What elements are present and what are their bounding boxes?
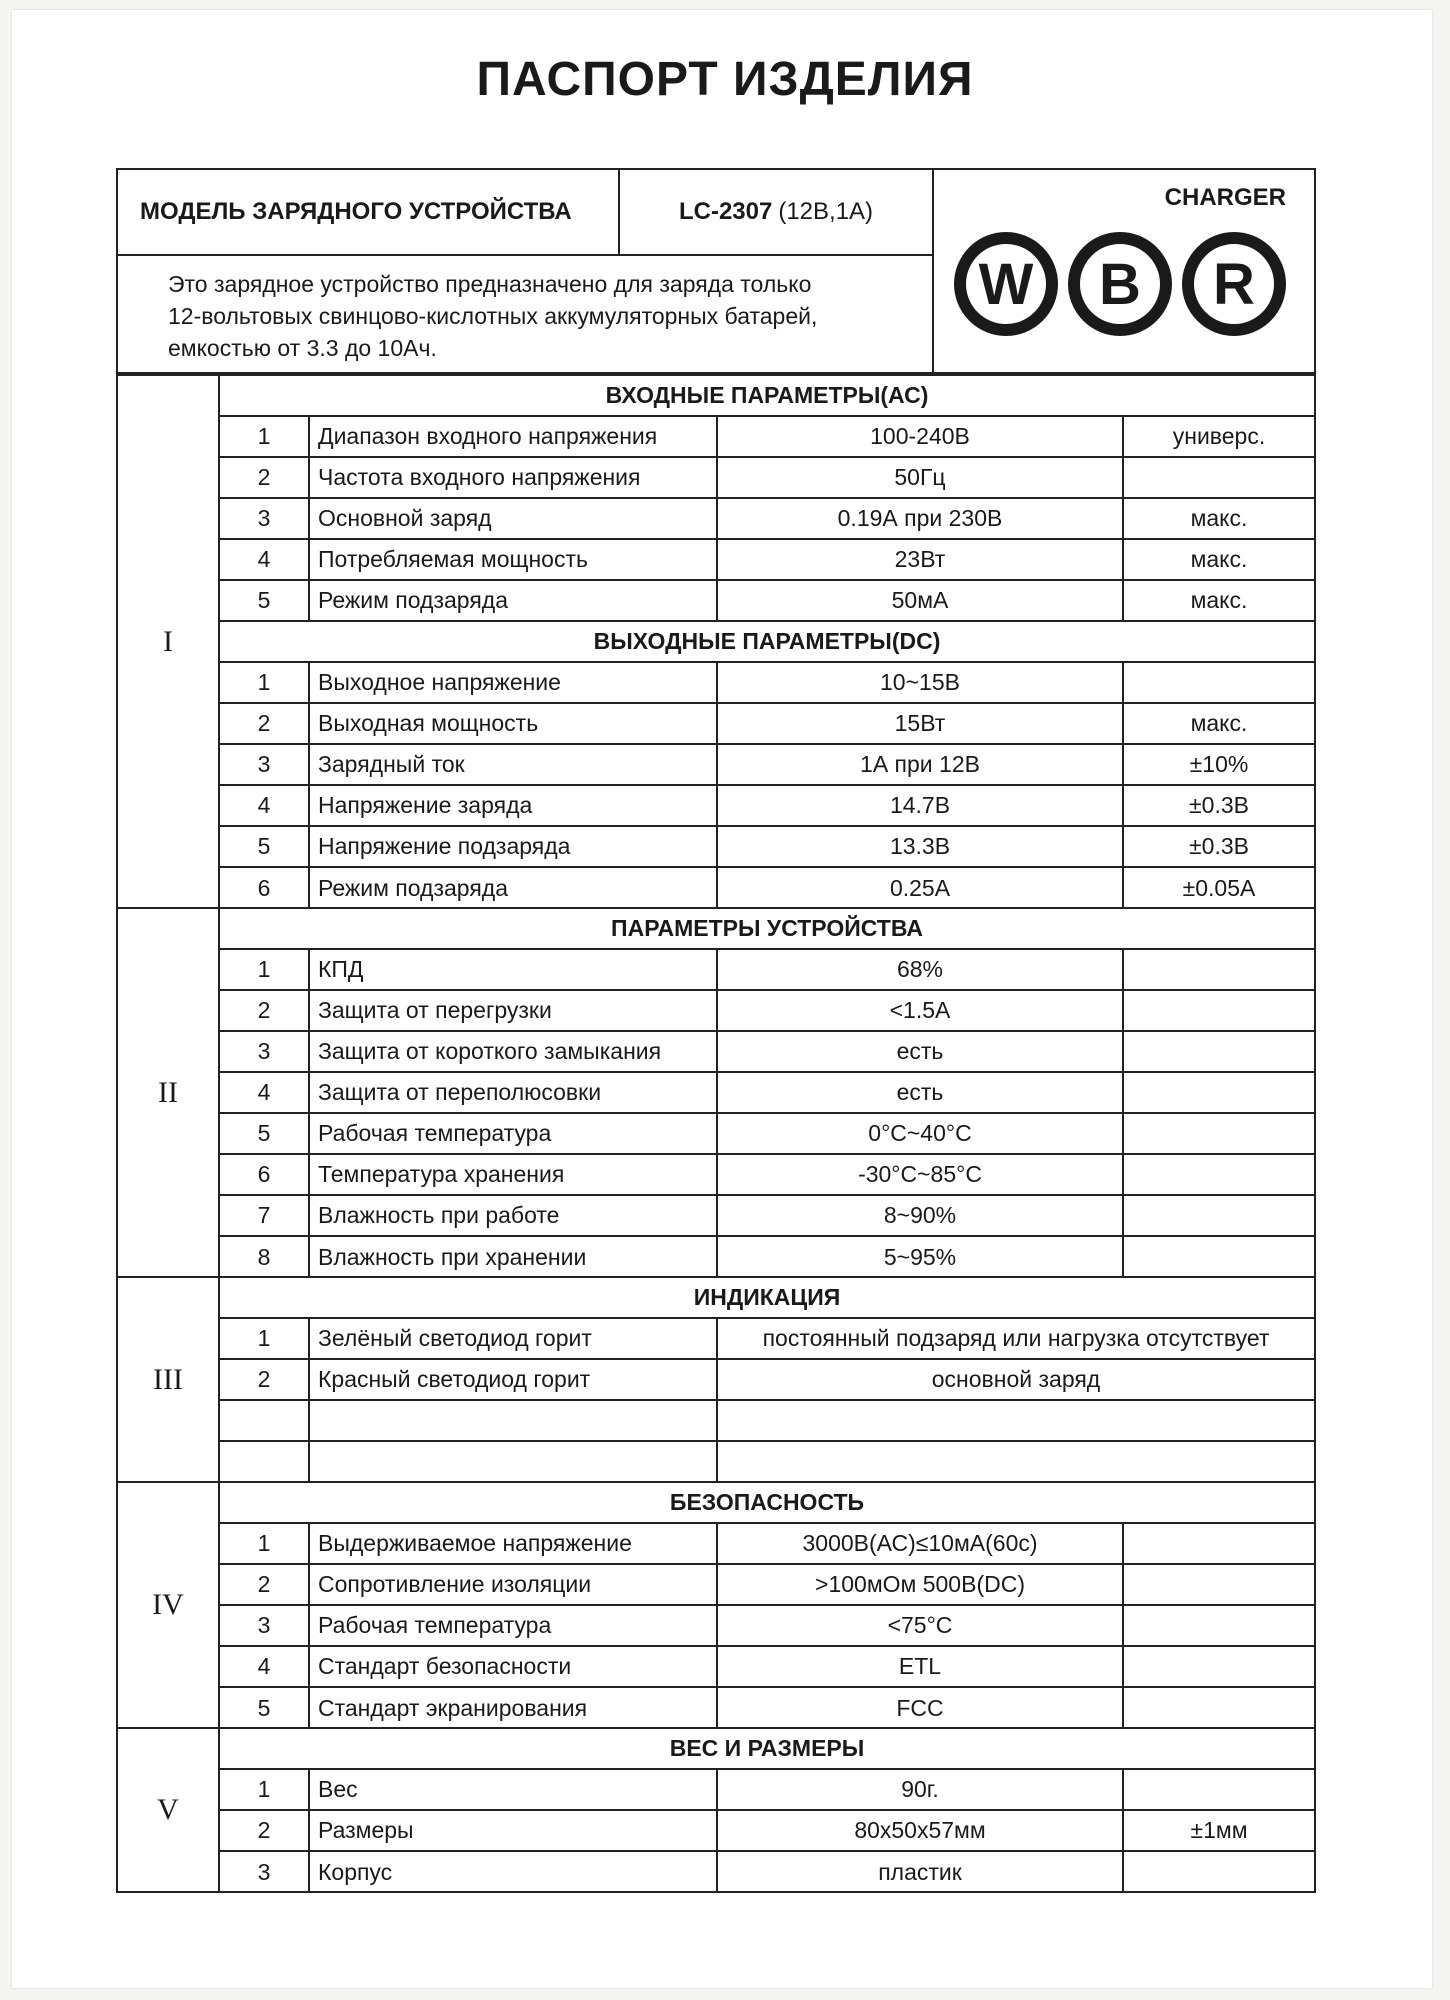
parameter-value xyxy=(718,1442,1314,1483)
row-number: 4 xyxy=(220,1647,310,1686)
model-label: МОДЕЛЬ ЗАРЯДНОГО УСТРОЙСТВА xyxy=(118,170,620,256)
parameter-note xyxy=(1124,991,1314,1030)
table-row xyxy=(220,1442,1314,1483)
parameter-note xyxy=(1124,1565,1314,1604)
parameter-note xyxy=(1124,1114,1314,1153)
parameter-name: Влажность при хранении xyxy=(310,1237,718,1278)
parameter-note xyxy=(1124,1852,1314,1893)
parameter-name xyxy=(310,1442,718,1483)
parameter-value: <75°С xyxy=(718,1606,1124,1645)
parameter-value: основной заряд xyxy=(931,1366,1101,1392)
parameter-value: 3000В(АС)≤10мА(60с) xyxy=(718,1524,1124,1563)
table-row xyxy=(220,1401,1314,1442)
parameter-value: 68% xyxy=(718,950,1124,989)
parameter-note xyxy=(1124,1524,1314,1563)
model-code: LC-2307 xyxy=(678,198,773,225)
parameter-value: 90г. xyxy=(718,1770,1124,1809)
parameter-name: Стандарт безопасности xyxy=(310,1647,718,1686)
section-rows xyxy=(220,1729,1314,1893)
table-row xyxy=(220,1237,1314,1278)
parameter-note xyxy=(1124,458,1314,497)
row-number: 6 xyxy=(220,1155,310,1194)
section-rows xyxy=(220,1278,1314,1483)
parameter-name xyxy=(310,1401,718,1440)
parameter-value: 14.7В xyxy=(718,786,1124,825)
parameter-value: 15Вт xyxy=(718,704,1124,743)
parameter-value: 0°С~40°С xyxy=(718,1114,1124,1153)
row-number: 2 xyxy=(220,991,310,1030)
row-number: 7 xyxy=(220,1196,310,1235)
section-rows xyxy=(220,1483,1314,1729)
row-number: 2 xyxy=(220,1565,310,1604)
row-number: 3 xyxy=(220,499,310,538)
table-row xyxy=(220,704,1314,745)
table-row xyxy=(220,1852,1314,1893)
table-row xyxy=(220,499,1314,540)
row-number: 3 xyxy=(220,1852,310,1893)
parameter-name: Красный светодиод горит xyxy=(310,1360,718,1399)
parameter-note xyxy=(1124,1196,1314,1235)
section-i xyxy=(118,374,1314,907)
parameter-note xyxy=(1124,1155,1314,1194)
parameter-value: постоянный подзаряд или нагрузка отсутствует xyxy=(762,1325,1270,1351)
parameter-name: Основной заряд xyxy=(310,499,718,538)
parameter-note xyxy=(1124,1237,1314,1278)
parameter-note: универс. xyxy=(1172,423,1266,449)
table-row xyxy=(220,745,1314,786)
parameter-value: 0.19А при 230В xyxy=(718,499,1124,538)
section-roman-numeral: V xyxy=(118,1729,220,1891)
parameter-name: Температура хранения xyxy=(310,1155,718,1194)
parameter-name: Напряжение заряда xyxy=(310,786,718,825)
row-number: 3 xyxy=(220,1606,310,1645)
group-title: ВЕС И РАЗМЕРЫ xyxy=(220,1729,1314,1770)
row-number: 8 xyxy=(220,1237,310,1278)
wbr-logo xyxy=(934,170,1314,372)
row-number xyxy=(220,1442,310,1483)
parameter-note: макс. xyxy=(1190,505,1248,531)
row-number: 2 xyxy=(220,458,310,497)
section-iii xyxy=(118,1276,1314,1481)
table-row xyxy=(220,1811,1314,1852)
parameter-value: 50мА xyxy=(718,581,1124,620)
section-iv xyxy=(118,1481,1314,1727)
row-number: 4 xyxy=(220,786,310,825)
table-row xyxy=(220,1360,1314,1401)
row-number: 3 xyxy=(220,745,310,784)
row-number: 5 xyxy=(220,581,310,620)
table-row xyxy=(220,417,1314,458)
parameter-name: Частота входного напряжения xyxy=(310,458,718,497)
parameter-name: Выходное напряжение xyxy=(310,663,718,702)
section-roman-numeral: III xyxy=(118,1278,220,1481)
parameter-note xyxy=(1124,1032,1314,1071)
description-line: 12-вольтовых свинцово-кислотных аккумуляторных батарей, xyxy=(168,303,818,329)
row-number: 2 xyxy=(220,704,310,743)
parameter-name: Потребляемая мощность xyxy=(310,540,718,579)
logo-caption: CHARGER xyxy=(1164,184,1286,211)
parameter-name: Рабочая температура xyxy=(310,1114,718,1153)
section-roman-numeral: II xyxy=(118,909,220,1276)
table-row xyxy=(220,1155,1314,1196)
parameter-name: Защита от перегрузки xyxy=(310,991,718,1030)
row-number: 1 xyxy=(220,1524,310,1563)
section-v xyxy=(118,1727,1314,1891)
table-row xyxy=(220,1114,1314,1155)
row-number: 1 xyxy=(220,663,310,702)
parameter-note: макс. xyxy=(1190,546,1248,572)
parameter-note xyxy=(1124,950,1314,989)
parameter-name: Стандарт экранирования xyxy=(310,1688,718,1729)
parameter-note xyxy=(1124,663,1314,702)
parameter-value: ETL xyxy=(718,1647,1124,1686)
table-row xyxy=(220,1688,1314,1729)
group-title: ВХОДНЫЕ ПАРАМЕТРЫ(АС) xyxy=(220,376,1314,417)
row-number: 1 xyxy=(220,417,310,456)
table-row xyxy=(220,1647,1314,1688)
parameter-name: Напряжение подзаряда xyxy=(310,827,718,866)
parameter-name: КПД xyxy=(310,950,718,989)
parameter-note: ±0.3В xyxy=(1189,792,1249,818)
table-row xyxy=(220,1196,1314,1237)
table-row xyxy=(220,950,1314,991)
row-number: 1 xyxy=(220,950,310,989)
parameter-value: 80х50х57мм xyxy=(718,1811,1124,1850)
row-number: 5 xyxy=(220,1688,310,1729)
parameter-value: пластик xyxy=(718,1852,1124,1893)
parameter-value: 23Вт xyxy=(718,540,1124,579)
parameter-name: Вес xyxy=(310,1770,718,1809)
section-rows xyxy=(220,909,1314,1278)
parameter-value: 0.25А xyxy=(718,868,1124,909)
logo-letters xyxy=(954,232,1286,336)
group-title: ИНДИКАЦИЯ xyxy=(220,1278,1314,1319)
table-row xyxy=(220,786,1314,827)
parameter-value: -30°С~85°С xyxy=(718,1155,1124,1194)
row-number: 1 xyxy=(220,1319,310,1358)
parameter-value: FCC xyxy=(718,1688,1124,1729)
table-row xyxy=(220,663,1314,704)
table-row xyxy=(220,458,1314,499)
parameter-value: >100мОм 500В(DC) xyxy=(718,1565,1124,1604)
parameter-name: Защита от переполюсовки xyxy=(310,1073,718,1112)
parameter-value: 1А при 12В xyxy=(718,745,1124,784)
table-row xyxy=(220,1770,1314,1811)
parameter-note xyxy=(1124,1770,1314,1809)
group-title: БЕЗОПАСНОСТЬ xyxy=(220,1483,1314,1524)
row-number: 2 xyxy=(220,1360,310,1399)
parameter-value: 8~90% xyxy=(718,1196,1124,1235)
section-ii xyxy=(118,907,1314,1276)
logo-letter-r: R xyxy=(1182,232,1286,336)
parameter-name: Выдерживаемое напряжение xyxy=(310,1524,718,1563)
table-row xyxy=(220,1319,1314,1360)
table-row xyxy=(220,1032,1314,1073)
parameter-name: Влажность при работе xyxy=(310,1196,718,1235)
parameter-value: <1.5А xyxy=(718,991,1124,1030)
table-row xyxy=(220,1073,1314,1114)
row-number: 4 xyxy=(220,1073,310,1112)
table-row xyxy=(220,868,1314,909)
table-row xyxy=(220,540,1314,581)
table-row xyxy=(220,827,1314,868)
parameter-value: 100-240В xyxy=(718,417,1124,456)
section-roman-numeral: I xyxy=(118,376,220,907)
section-roman-numeral: IV xyxy=(118,1483,220,1727)
row-number: 3 xyxy=(220,1032,310,1071)
parameter-value: 50Гц xyxy=(718,458,1124,497)
model-spec: (12В,1А) xyxy=(778,198,874,225)
document-title: ПАСПОРТ ИЗДЕЛИЯ xyxy=(476,53,974,106)
parameter-name: Сопротивление изоляции xyxy=(310,1565,718,1604)
parameter-note: ±1мм xyxy=(1190,1817,1248,1843)
parameter-name: Размеры xyxy=(310,1811,718,1850)
row-number: 4 xyxy=(220,540,310,579)
parameter-note: макс. xyxy=(1190,710,1248,736)
parameter-value: 13.3В xyxy=(718,827,1124,866)
parameter-value: есть xyxy=(718,1073,1124,1112)
table-row xyxy=(220,991,1314,1032)
description-line: Это зарядное устройство предназначено для заряда только xyxy=(168,271,812,297)
row-number: 5 xyxy=(220,1114,310,1153)
parameter-note xyxy=(1124,1688,1314,1729)
parameter-note xyxy=(1124,1647,1314,1686)
parameter-note xyxy=(1124,1073,1314,1112)
parameter-value xyxy=(718,1401,1314,1440)
parameter-name: Режим подзаряда xyxy=(310,868,718,909)
parameter-note: ±0.3В xyxy=(1189,833,1249,859)
parameter-name: Выходная мощность xyxy=(310,704,718,743)
parameters-table xyxy=(116,374,1316,1893)
row-number xyxy=(220,1401,310,1440)
parameter-name: Корпус xyxy=(310,1852,718,1893)
parameter-note: макс. xyxy=(1190,587,1248,613)
logo-letter-w: W xyxy=(954,232,1058,336)
parameter-name: Защита от короткого замыкания xyxy=(310,1032,718,1071)
parameter-name: Диапазон входного напряжения xyxy=(310,417,718,456)
parameter-note xyxy=(1124,1606,1314,1645)
model-code-cell xyxy=(620,170,934,256)
group-title: ВЫХОДНЫЕ ПАРАМЕТРЫ(DC) xyxy=(220,622,1314,663)
parameter-name: Зарядный ток xyxy=(310,745,718,784)
row-number: 5 xyxy=(220,827,310,866)
parameter-value: 10~15В xyxy=(718,663,1124,702)
group-title: ПАРАМЕТРЫ УСТРОЙСТВА xyxy=(220,909,1314,950)
section-rows xyxy=(220,376,1314,909)
row-number: 1 xyxy=(220,1770,310,1809)
parameter-value: 5~95% xyxy=(718,1237,1124,1278)
row-number: 2 xyxy=(220,1811,310,1850)
table-row xyxy=(220,1565,1314,1606)
table-row xyxy=(220,581,1314,622)
parameter-name: Зелёный светодиод горит xyxy=(310,1319,718,1358)
logo-letter-b: B xyxy=(1068,232,1172,336)
table-row xyxy=(220,1606,1314,1647)
parameter-value: есть xyxy=(718,1032,1124,1071)
parameter-name: Рабочая температура xyxy=(310,1606,718,1645)
row-number: 6 xyxy=(220,868,310,909)
parameter-name: Режим подзаряда xyxy=(310,581,718,620)
table-row xyxy=(220,1524,1314,1565)
parameter-note: ±0.05А xyxy=(1182,875,1256,901)
parameter-note: ±10% xyxy=(1189,751,1249,777)
description-line: емкостью от 3.3 до 10Ач. xyxy=(168,335,437,361)
header-block xyxy=(116,168,1316,374)
description xyxy=(118,256,934,374)
